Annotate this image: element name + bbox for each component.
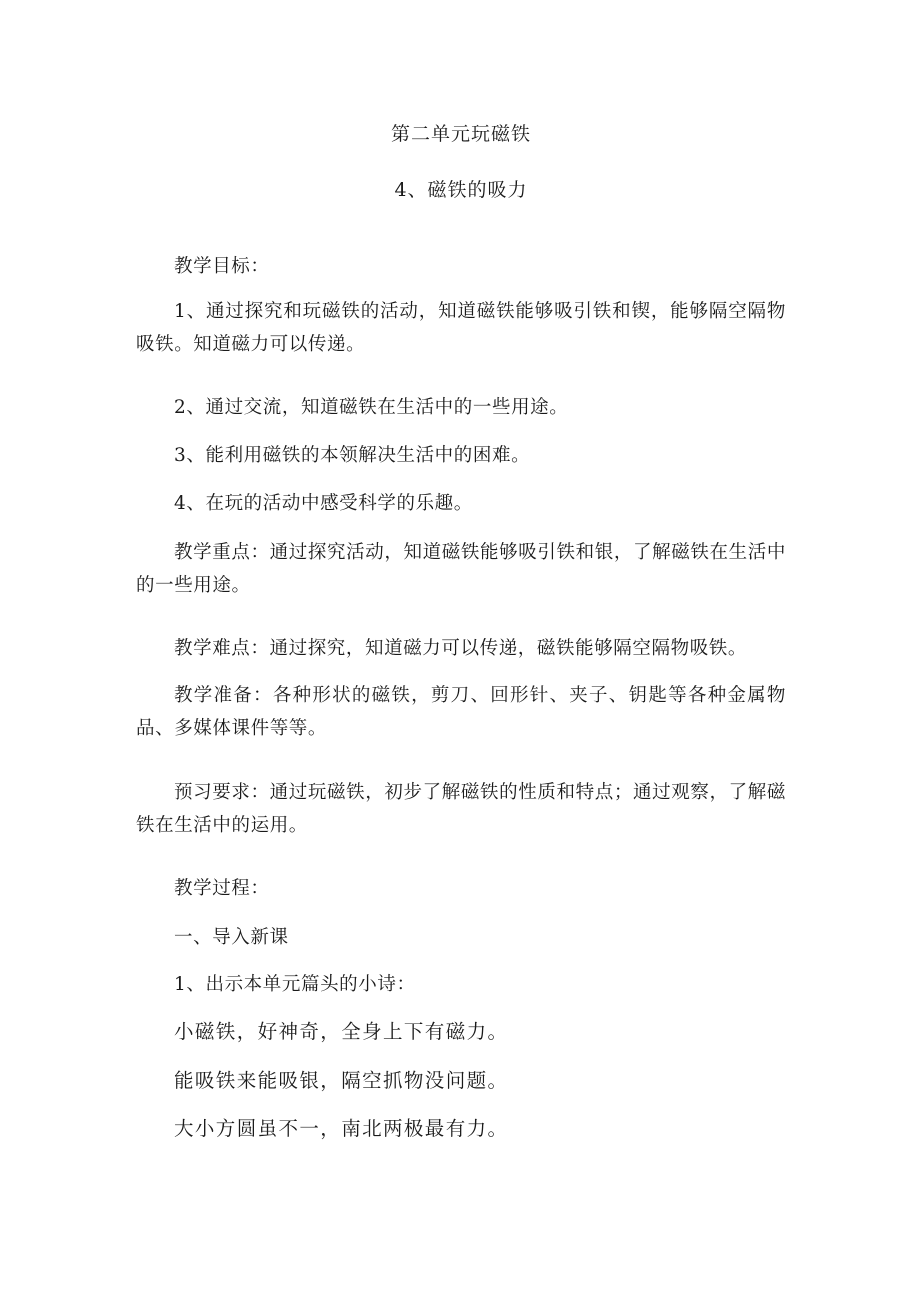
paragraph-objective-4: 4、在玩的活动中感受科学的乐趣。 [174,493,473,514]
paragraph-process-heading: 教学过程： [174,878,270,899]
lesson-title: 4、磁铁的吸力 [394,179,528,201]
poem-line-3: 大小方圆虽不一，南北两极最有力。 [174,1117,509,1140]
paragraph-section-1: 一、导入新课 [174,927,289,948]
paragraph-objective-3: 3、能利用磁铁的本领解决生活中的困难。 [174,445,531,466]
paragraph-preparation: 教学准备：各种形状的磁铁，剪刀、回形针、夹子、钥匙等各种金属物品、多媒体课件等等。 [136,685,786,739]
paragraph-difficulties: 教学难点：通过探究，知道磁力可以传递，磁铁能够隔空隔物吸铁。 [174,638,748,659]
paragraph-objective-1: 1、通过探究和玩磁铁的活动，知道磁铁能够吸引铁和锲，能够隔空隔物吸铁。知道磁力可以传递。 [136,301,786,355]
poem-line-2: 能吸铁来能吸银，隔空抓物没问题。 [174,1069,509,1092]
paragraph-preview: 预习要求：通过玩磁铁，初步了解磁铁的性质和特点；通过观察，了解磁铁在生活中的运用。 [136,782,786,836]
paragraph-step-1: 1、出示本单元篇头的小诗： [174,974,416,995]
paragraph-objectives-heading: 教学目标： [174,256,270,277]
paragraph-key-points: 教学重点：通过探究活动，知道磁铁能够吸引铁和银，了解磁铁在生活中的一些用途。 [136,542,786,596]
poem-line-1: 小磁铁，好神奇，全身上下有磁力。 [174,1020,509,1043]
paragraph-objective-2: 2、通过交流，知道磁铁在生活中的一些用途。 [174,397,569,418]
unit-title: 第二单元玩磁铁 [390,123,531,145]
